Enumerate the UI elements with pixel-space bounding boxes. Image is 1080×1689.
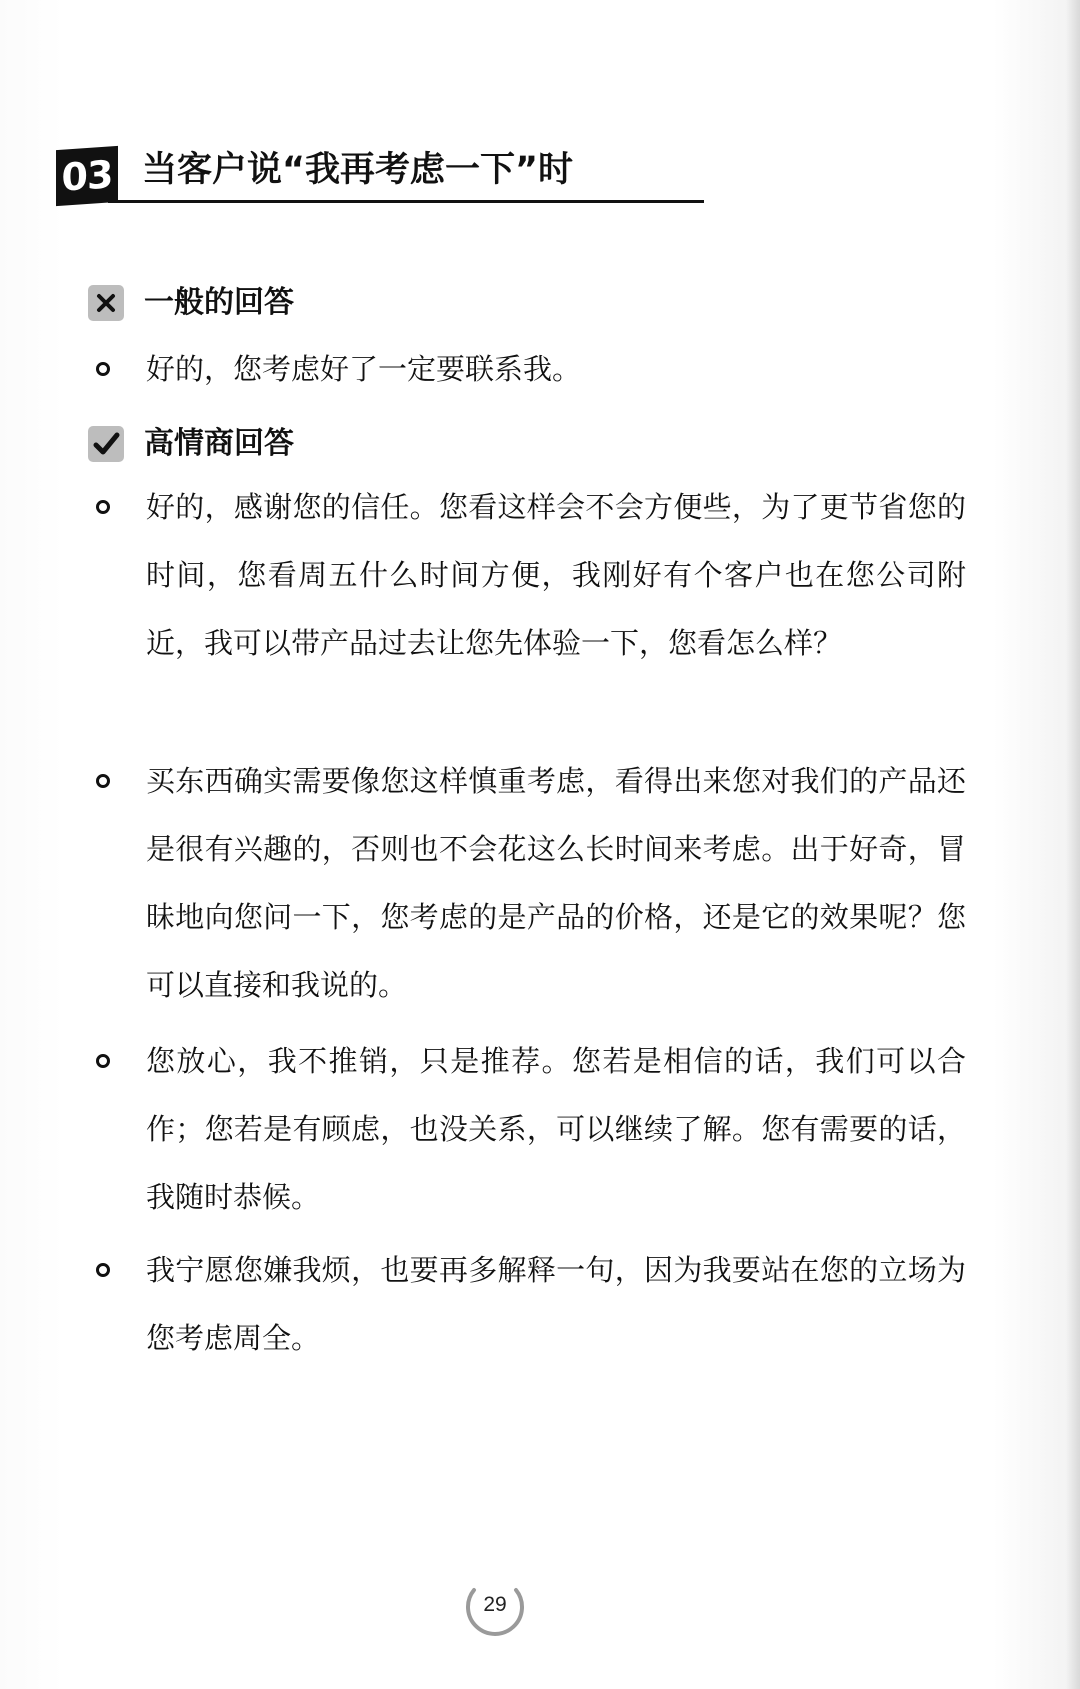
bullet-circle-icon	[96, 774, 110, 788]
spine-shadow	[1066, 0, 1080, 1689]
list-item-text: 好的，您考虑好了一定要联系我。	[146, 352, 582, 386]
bullet-circle-icon	[96, 500, 110, 514]
cross-icon	[88, 285, 124, 321]
list-item-text: 我宁愿您嫌我烦，也要再多解释一句，因为我要站在您的立场为您考虑周全。	[146, 1253, 966, 1355]
list-item-text: 您放心，我不推销，只是推荐。您若是相信的话，我们可以合作；您若是有顾虑，也没关系，可以继续了解。您有需要的话，我随时恭候。	[146, 1044, 966, 1214]
chapter-title: 当客户说“我再考虑一下”时	[142, 150, 574, 190]
header-underline	[108, 200, 704, 203]
bullet-circle-icon	[96, 362, 110, 376]
bullet-circle-icon	[96, 1263, 110, 1277]
list-item-text: 好的，感谢您的信任。您看这样会不会方便些，为了更节省您的时间，您看周五什么时间方便，我刚好有个客户也在您公司附近，我可以带产品过去让您先体验一下，您看怎么样？	[146, 490, 966, 660]
page-number: 29	[483, 1593, 507, 1616]
bullet-circle-icon	[96, 1054, 110, 1068]
section-label: 一般的回答	[144, 285, 294, 320]
list-item-text: 买东西确实需要像您这样慎重考虑，看得出来您对我们的产品还是很有兴趣的，否则也不会花这么长时间来考虑。出于好奇，冒昧地向您问一下，您考虑的是产品的价格，还是它的效果呢？您可以直接和我说的。	[146, 764, 966, 1002]
check-icon	[88, 426, 124, 462]
chapter-header	[56, 146, 656, 208]
section-label: 高情商回答	[144, 426, 294, 461]
page-number-area	[460, 1570, 530, 1640]
chapter-number-badge: 03	[56, 146, 118, 206]
